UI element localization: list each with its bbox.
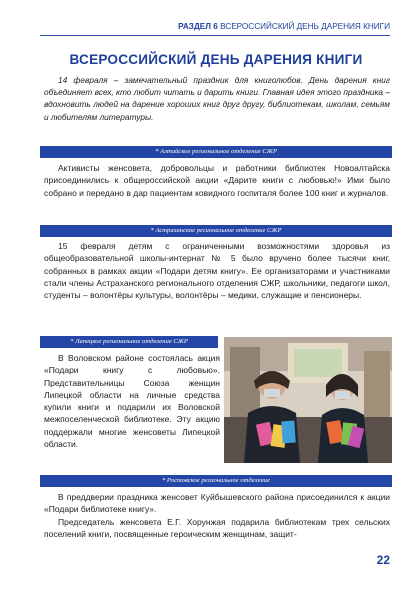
section-text-astrakhan: 15 февраля детям с ограниченными возможностями здоровья из общеобразовательной школы-интернат № 5 было вручено более тысячи книг, собранных в рамках акции «Подари детям книгу». Ее организаторами и участниками стали члены Астраханского регионального отделения СЖР, школьники, педагоги школ, студенты – волонтёры культуры, волонтёры – медики, служащие и пенсионеры. — [44, 241, 390, 301]
section-band-altai: * Алтайское региональное отделение СЖР — [40, 146, 392, 158]
section-title: ВСЕРОССИЙСКИЙ ДЕНЬ ДАРЕНИЯ КНИГИ — [220, 22, 390, 31]
section-text-altai: Активисты женсовета, добровольцы и работники библиотек Новоалтайска присоединились к общероссийской акции «Дарите книги с любовью!» Ими было собрано и передано в дар пациентам ковидного госпиталя более 100 книг и журналов. — [44, 163, 390, 198]
section-prefix: РАЗДЕЛ 6 — [178, 22, 218, 31]
header-rule — [40, 35, 390, 36]
page-title: ВСЕРОССИЙСКИЙ ДЕНЬ ДАРЕНИЯ КНИГИ — [69, 52, 363, 67]
section-band-lipetsk: * Липецкое региональное отделение СЖР — [40, 336, 218, 348]
photo-illustration — [224, 337, 392, 463]
section-text-lipetsk: В Воловском районе состоялась акция «Подари книгу с любовью». Представительницы Союза женщин Липецкой области на личные средства купили книги и подарили их Воловской межпоселенческой библиотеке. Эту акцию поддержали многие женсоветы Липецкой области. — [44, 353, 220, 450]
event-photo — [224, 337, 392, 463]
intro-paragraph: 14 февраля – замечательный праздник для книголюбов. День дарения книг объединяет всех, кто любит читать и дарить книги. Главная идея этого праздника – вдохновить людей на дарение хороших книг друг другу, библиотекам, школам, семьям и любителям литературы. — [44, 75, 390, 122]
page-number: 22 — [376, 553, 390, 567]
section-text-rostov-2: Председатель женсовета Е.Г. Хорунжая подарила библиотекам трех сельских поселений книги, посвященные героическим женщинам, защит- — [44, 517, 390, 540]
section-text-rostov-1: В преддверии праздника женсовет Куйбышевского района присоединился к акции «Подари библиотеке книгу». — [44, 492, 390, 515]
page-header — [40, 20, 390, 36]
section-band-rostov: * Ростовское региональное отделение — [40, 475, 392, 487]
section-header — [178, 22, 390, 31]
section-band-astrakhan: * Астраханское региональное отделение СЖР — [40, 225, 392, 237]
